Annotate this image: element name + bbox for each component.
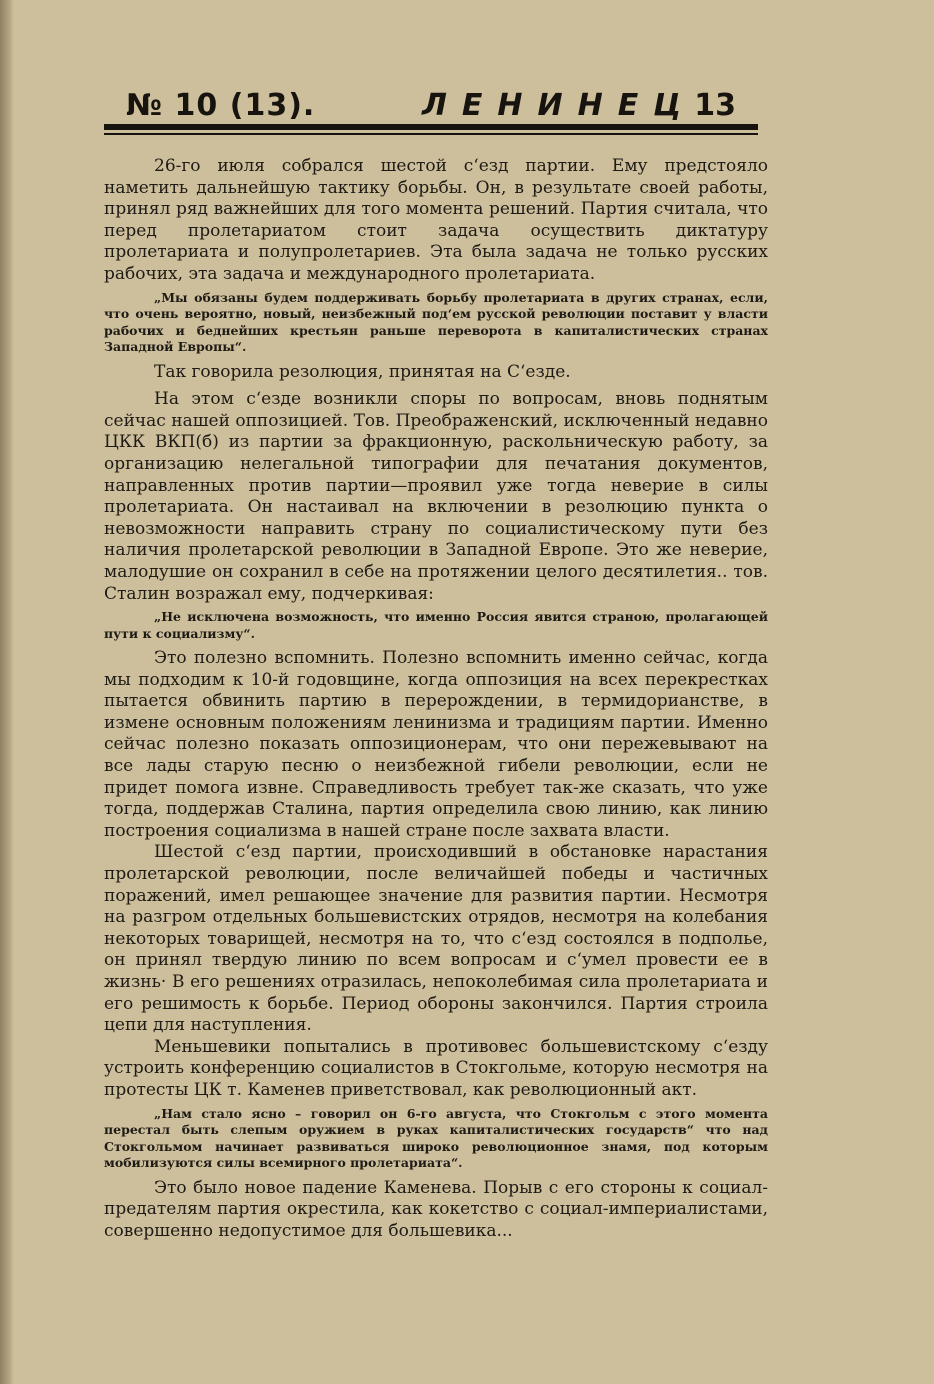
issue-number: № 10 (13).	[126, 88, 316, 123]
article-body	[104, 156, 768, 1242]
paragraph-5: Шестой с‘езд партии, происходивший в обстановке нарастания пролетарской революции, после величайшей победы и частичных поражений, имел решающее значение для развития партии. Несмотря на разгром отдельных большевистских отрядов, несмотря на колебания некоторых товарищей, несмотря на то, что с‘езд состоялся в подполье, он принял твердую линию по всем вопросам и с‘умел провести ее в жизнь· В его решениях отразилась, непоколебимая сила пролетариата и его решимость к борьбе. Период обороны закончился. Партия строила цепи для наступления.	[104, 842, 768, 1036]
paragraph-7: Это было новое падение Каменева. Порыв с его стороны к социал-предателям партия окрестила, как кокетство с социал-империалистами, совершенно недопустимое для большевика...	[104, 1177, 768, 1241]
newspaper-title: ЛЕНИНЕЦ	[422, 88, 697, 123]
page-header	[104, 84, 758, 128]
paragraph-3: На этом с‘езде возникли споры по вопросам, вновь поднятым сейчас нашей оппозицией. Тов. Преображенский, исключенный недавно ЦКК ВКП(б) из партии за фракционную, раскольническую работу, за организацию нелегальной типографии для печатания документов, направленных против партии—проявил уже тогда неверие в силы пролетариата. Он настаивал на включении в резолюцию пункта о невозможности направить страну по социалистическому пути без наличия пролетарской революции в Западной Европе. Это же неверие, малодушие он сохранил в себе на протяжении целого десятилетия.. тов. Сталин возражал ему, подчеркивая:	[104, 389, 768, 604]
page-binding-edge	[0, 0, 14, 1384]
header-rule-thin	[104, 133, 758, 135]
paragraph-1: 26-го июля собрался шестой с‘езд партии. Ему предстояло наметить дальнейшую тактику борьбы. Он, в результате своей работы, принял ряд важнейших для того момента решений. Партия считала, что перед пролетариатом стоит задача осуществить диктатуру пролетариата и полупролетариев. Эта была задача не только русских рабочих, эта задача и международного пролетариата.	[104, 156, 768, 284]
quote-kamenev: „Нам стало ясно – говорил он 6-го августа, что Стокгольм с этого момента перестал быть слепым оружием в руках капиталистических государств“ что над Стокгольмом начинает развиваться широко революционное знамя, под которым мобилизуются силы всемирного пролетариата“.	[104, 1105, 768, 1171]
paragraph-4: Это полезно вспомнить. Полезно вспомнить именно сейчас, когда мы подходим к 10-й годовщине, когда оппозиция на всех перекрестках пытается обвинить партию в перерождении, в термидорианстве, в измене основным положениям ленинизма и традициям партии. Именно сейчас полезно показать оппозиционерам, что они пережевывают на все лады старую песню о неизбежной гибели революции, если не придет помога извне. Справедливость требует так-же сказать, что уже тогда, поддержав Сталина, партия определила свою линию, как линию построения социализма в нашей стране после захвата власти.	[104, 648, 768, 841]
paragraph-6: Меньшевики попытались в противовес большевистскому с‘езду устроить конференцию социалистов в Стокгольме, которую несмотря на протесты ЦК т. Каменев приветствовал, как революционный акт.	[104, 1036, 768, 1100]
quote-stalin: „Не исключена возможность, что именно Россия явится страною, пролагающей пути к социализму“.	[104, 609, 768, 641]
quote-resolution: „Мы обязаны будем поддерживать борьбу пролетариата в других странах, если, что очень вероятно, новый, неизбежный под‘ем русской революции поставит у власти рабочих и беднейших крестьян раньше переворота в капиталистических странах Западной Европы“.	[104, 289, 768, 355]
header-rule-thick	[104, 124, 758, 130]
paragraph-2: Так говорила резолюция, принятая на С‘езде.	[154, 361, 571, 382]
page-number: 13	[694, 88, 736, 123]
